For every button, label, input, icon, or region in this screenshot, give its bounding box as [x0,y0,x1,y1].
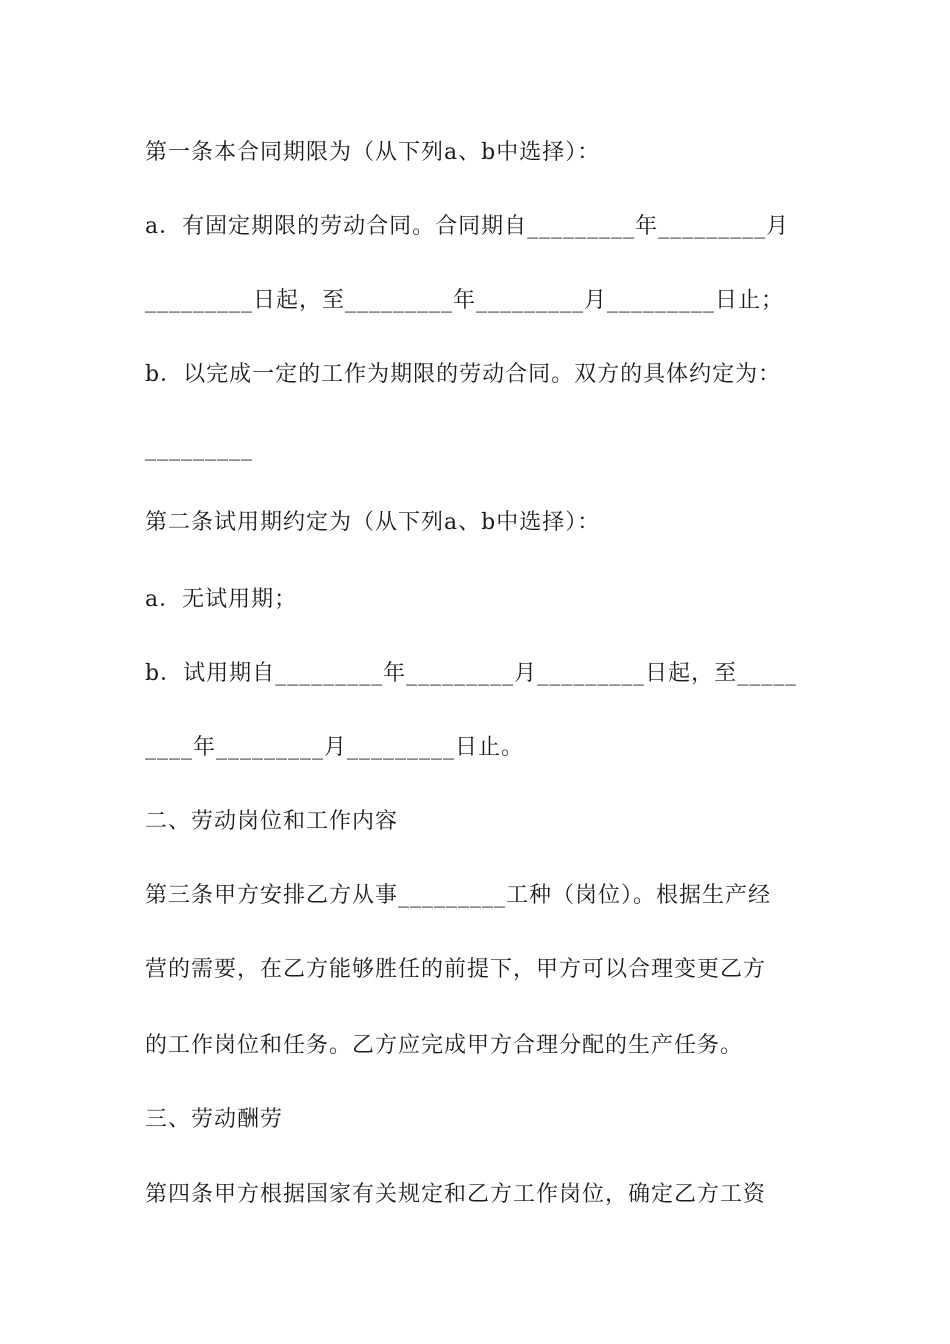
article-3-line-2: 营的需要，在乙方能够胜任的前提下，甲方可以合理变更乙方 [145,957,767,982]
article-1-option-b-blank: _________ [145,436,253,461]
article-1-option-a-line-1: a．有固定期限的劳动合同。合同期自_________年_________月 [145,214,790,239]
article-2-heading: 第二条试用期约定为（从下列a、b中选择）： [145,510,601,535]
article-2-option-b-line-1: b．试用期自_________年_________月_________日起，至_____ [145,661,798,686]
article-4-line-1: 第四条甲方根据国家有关规定和乙方工作岗位，确定乙方工资 [145,1182,767,1207]
article-1-heading: 第一条本合同期限为（从下列a、b中选择）： [145,140,601,165]
article-2-option-a: a．无试用期； [145,587,298,612]
article-1-option-a-line-2: _________日起，至_________年_________月_________日止； [145,288,785,313]
article-3-line-3: 的工作岗位和任务。乙方应完成甲方合理分配的生产任务。 [145,1033,744,1058]
article-1-option-b-line-1: b．以完成一定的工作为期限的劳动合同。双方的具体约定为： [145,362,782,387]
section-2-heading: 二、劳动岗位和工作内容 [145,809,399,834]
article-3-line-1: 第三条甲方安排乙方从事_________工种（岗位）。根据生产经 [145,883,772,908]
section-3-heading: 三、劳动酬劳 [145,1107,284,1132]
article-2-option-b-line-2: ____年_________月_________日止。 [145,735,525,760]
